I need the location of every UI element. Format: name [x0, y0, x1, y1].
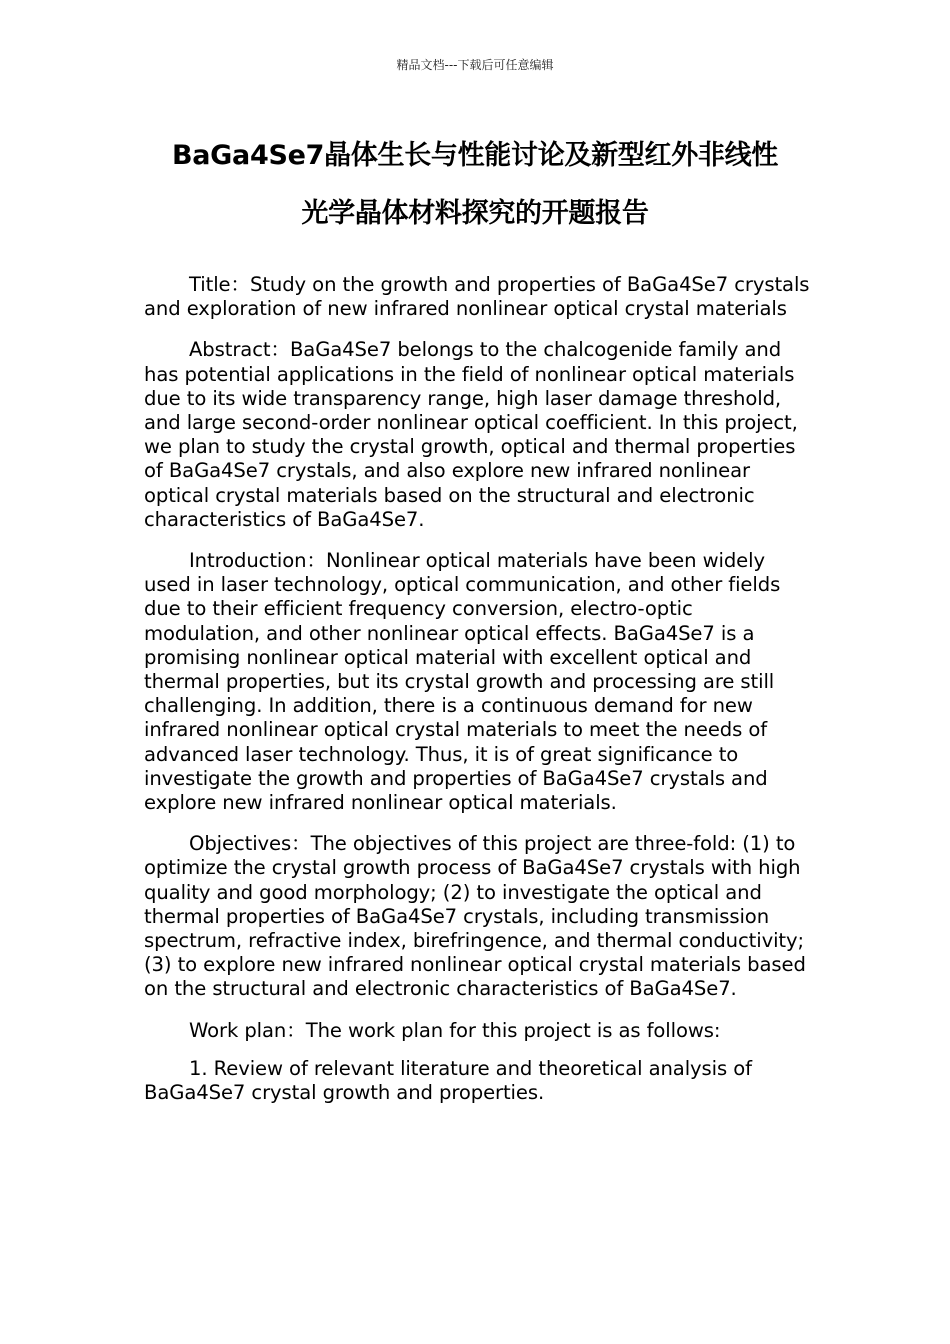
paragraph-objectives: Objectives：The objectives of this project are three-fold: (1) to optimize the crystal growth process of BaGa4Se7 crystals with high quality and good morphology; (2) to investigate the optical and thermal properties of BaGa4Se7 crystals, including transmission spectrum, refractive index, birefringence, and thermal conductivity; (3) to explore new infrared nonlinear optical crystal materials based on the structural and electronic characteristics of BaGa4Se7. — [144, 832, 806, 1001]
title-line-2: 光学晶体材料探究的开题报告 — [301, 198, 649, 229]
paragraph-work-plan-item-1: 1. Review of relevant literature and theoretical analysis of BaGa4Se7 crystal growth and properties. — [144, 1056, 752, 1105]
title-line-1: BaGa4Se7晶体生长与性能讨论及新型红外非线性 — [171, 140, 778, 171]
header-note: 精品文档---下载后可任意编辑 — [396, 58, 554, 72]
paragraph-work-plan: Work plan：The work plan for this project is as follows: — [189, 1018, 721, 1042]
paragraph-title: Title：Study on the growth and properties of BaGa4Se7 crystals and exploration of new infrared nonlinear optical crystal materials — [144, 273, 810, 321]
document-body — [144, 273, 812, 1122]
document-title — [140, 133, 810, 237]
paragraph-introduction: Introduction：Nonlinear optical materials have been widely used in laser technology, optical communication, and other fields due to their efficient frequency conversion, electro-optic modulation, and other nonlinear optical effects. BaGa4Se7 is a promising nonlinear optical material with excellent optical and thermal properties, but its crystal growth and processing are still challenging. In addition, there is a continuous demand for new infrared nonlinear optical crystal materials to meet the needs of advanced laser technology. Thus, it is of great significance to investigate the growth and properties of BaGa4Se7 crystals and explore new infrared nonlinear optical materials. — [144, 549, 781, 815]
paragraph-abstract: Abstract：BaGa4Se7 belongs to the chalcogenide family and has potential applications in the field of nonlinear optical materials due to its wide transparency range, high laser damage threshold, and large second-order nonlinear optical coefficient. In this project, we plan to study the crystal growth, optical and thermal properties of BaGa4Se7 crystals, and also explore new infrared nonlinear optical crystal materials based on the structural and electronic characteristics of BaGa4Se7. — [144, 338, 798, 531]
